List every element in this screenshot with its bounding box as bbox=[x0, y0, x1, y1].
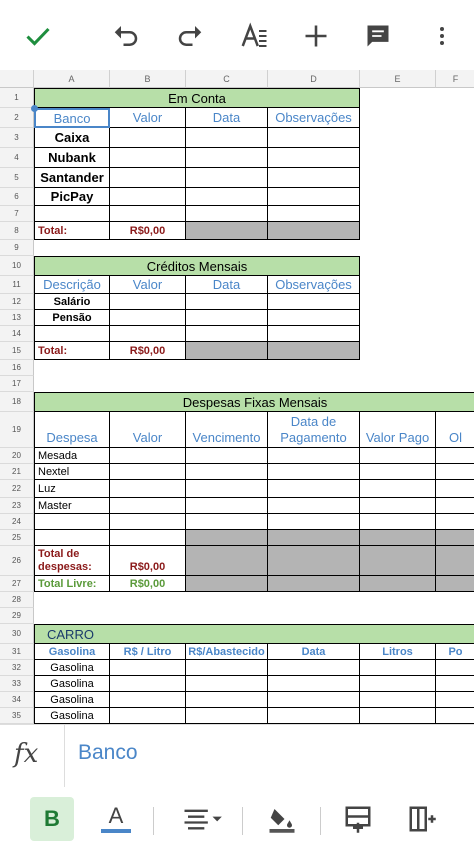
row-header[interactable]: 14 bbox=[0, 326, 34, 342]
credit-item-salario[interactable]: Salário bbox=[34, 294, 110, 310]
comment-icon[interactable] bbox=[358, 16, 398, 56]
top-toolbar bbox=[0, 0, 474, 70]
cell[interactable] bbox=[110, 498, 186, 514]
cell[interactable] bbox=[268, 128, 360, 148]
text-format-icon[interactable] bbox=[234, 16, 274, 56]
row-header[interactable]: 28 bbox=[0, 592, 34, 608]
cell[interactable] bbox=[436, 660, 474, 676]
header-valor[interactable]: Valor bbox=[110, 276, 186, 294]
header-observacoes-partial[interactable]: Ol bbox=[436, 412, 474, 448]
column-header-b[interactable]: B bbox=[110, 70, 186, 88]
cell[interactable] bbox=[360, 514, 436, 530]
row-header[interactable]: 5 bbox=[0, 168, 34, 188]
more-vert-icon[interactable] bbox=[422, 16, 462, 56]
cell[interactable] bbox=[110, 294, 186, 310]
text-color-icon[interactable] bbox=[94, 797, 138, 841]
expense-item-master[interactable]: Master bbox=[34, 498, 110, 514]
bottom-format-toolbar bbox=[0, 787, 474, 850]
header-litros[interactable]: Litros bbox=[360, 644, 436, 660]
creditos-total-value[interactable]: R$0,00 bbox=[110, 342, 186, 360]
text-color-swatch bbox=[101, 829, 131, 833]
insert-row-icon[interactable] bbox=[336, 797, 380, 841]
cell[interactable] bbox=[268, 480, 360, 498]
row-header[interactable]: 6 bbox=[0, 188, 34, 206]
cell[interactable] bbox=[186, 546, 268, 576]
redo-icon[interactable] bbox=[170, 16, 210, 56]
divider bbox=[64, 725, 65, 787]
cell[interactable] bbox=[186, 708, 268, 724]
row-header[interactable]: 15 bbox=[0, 342, 34, 360]
despesas-total-label[interactable]: Total de despesas: bbox=[34, 546, 110, 576]
cell[interactable] bbox=[268, 498, 360, 514]
divider bbox=[242, 807, 243, 835]
cell[interactable] bbox=[436, 448, 474, 464]
header-descricao[interactable]: Descrição bbox=[34, 276, 110, 294]
column-header-c[interactable]: C bbox=[186, 70, 268, 88]
cell[interactable] bbox=[360, 480, 436, 498]
cell[interactable] bbox=[186, 222, 268, 240]
bank-cell-picpay[interactable]: PicPay bbox=[34, 188, 110, 206]
add-icon[interactable] bbox=[296, 16, 336, 56]
cell[interactable] bbox=[268, 530, 360, 546]
carro-item[interactable]: Gasolina bbox=[34, 708, 110, 724]
cell[interactable] bbox=[360, 708, 436, 724]
total-livre-label[interactable]: Total Livre: bbox=[34, 576, 110, 592]
carro-item[interactable]: Gasolina bbox=[34, 692, 110, 708]
credit-item-pensao[interactable]: Pensão bbox=[34, 310, 110, 326]
cell[interactable] bbox=[110, 310, 186, 326]
row-header[interactable]: 34 bbox=[0, 692, 34, 708]
cell[interactable] bbox=[360, 660, 436, 676]
spreadsheet-grid[interactable] bbox=[0, 70, 474, 724]
bank-cell-caixa[interactable]: Caixa bbox=[34, 128, 110, 148]
cell[interactable] bbox=[186, 294, 268, 310]
row-header[interactable]: 7 bbox=[0, 206, 34, 222]
row-header[interactable]: 10 bbox=[0, 256, 34, 276]
cell[interactable] bbox=[360, 692, 436, 708]
cell[interactable] bbox=[110, 188, 186, 206]
header-observacoes[interactable]: Observações bbox=[268, 276, 360, 294]
cell[interactable] bbox=[34, 530, 110, 546]
column-header-f[interactable]: F bbox=[436, 70, 474, 88]
row-header[interactable]: 24 bbox=[0, 514, 34, 530]
formula-bar bbox=[0, 724, 474, 788]
em-conta-total-value[interactable]: R$0,00 bbox=[110, 222, 186, 240]
cell[interactable] bbox=[268, 206, 360, 222]
cell[interactable] bbox=[436, 576, 474, 592]
row-header[interactable]: 17 bbox=[0, 376, 34, 392]
header-observacoes[interactable]: Observações bbox=[268, 108, 360, 128]
cell[interactable] bbox=[110, 660, 186, 676]
undo-icon[interactable] bbox=[106, 16, 146, 56]
cell[interactable] bbox=[436, 546, 474, 576]
header-data[interactable]: Data bbox=[186, 276, 268, 294]
cell[interactable] bbox=[110, 530, 186, 546]
cell[interactable] bbox=[110, 708, 186, 724]
cell[interactable] bbox=[34, 206, 110, 222]
cell[interactable] bbox=[186, 310, 268, 326]
cell[interactable] bbox=[34, 326, 110, 342]
cell[interactable] bbox=[110, 514, 186, 530]
cell[interactable] bbox=[268, 294, 360, 310]
row-header[interactable]: 32 bbox=[0, 660, 34, 676]
carro-item[interactable]: Gasolina bbox=[34, 676, 110, 692]
em-conta-title[interactable]: Em Conta bbox=[34, 88, 360, 108]
header-rs-litro[interactable]: R$ / Litro bbox=[110, 644, 186, 660]
row-header[interactable]: 4 bbox=[0, 148, 34, 168]
cell[interactable] bbox=[186, 342, 268, 360]
select-all-corner[interactable] bbox=[0, 70, 34, 88]
header-partial[interactable]: Po bbox=[436, 644, 474, 660]
row-header[interactable]: 3 bbox=[0, 128, 34, 148]
cell[interactable] bbox=[436, 708, 474, 724]
cell[interactable] bbox=[186, 692, 268, 708]
cell[interactable] bbox=[436, 692, 474, 708]
cell[interactable] bbox=[110, 148, 186, 168]
cell[interactable] bbox=[110, 448, 186, 464]
cell[interactable] bbox=[360, 676, 436, 692]
column-header-d[interactable]: D bbox=[268, 70, 360, 88]
cell[interactable] bbox=[110, 326, 186, 342]
cell[interactable] bbox=[268, 448, 360, 464]
cell[interactable] bbox=[268, 326, 360, 342]
creditos-title[interactable]: Créditos Mensais bbox=[34, 256, 360, 276]
bold-label: B bbox=[44, 806, 60, 831]
row-header[interactable]: 16 bbox=[0, 360, 34, 376]
row-header[interactable]: 8 bbox=[0, 222, 34, 240]
cell[interactable] bbox=[186, 188, 268, 206]
row-header[interactable]: 27 bbox=[0, 576, 34, 592]
cell[interactable] bbox=[110, 676, 186, 692]
header-rs-abastecido[interactable]: R$/Abastecido bbox=[186, 644, 268, 660]
cell[interactable] bbox=[360, 576, 436, 592]
cell[interactable] bbox=[268, 342, 360, 360]
cell[interactable] bbox=[268, 660, 360, 676]
cell[interactable] bbox=[110, 128, 186, 148]
align-icon[interactable] bbox=[176, 797, 228, 841]
cell[interactable] bbox=[268, 692, 360, 708]
expense-item-nextel[interactable]: Nextel bbox=[34, 464, 110, 480]
cell[interactable] bbox=[110, 206, 186, 222]
header-data-pagamento[interactable]: Data de Pagamento bbox=[268, 412, 360, 448]
divider bbox=[153, 807, 154, 835]
row-header[interactable]: 30 bbox=[0, 624, 34, 644]
cell[interactable] bbox=[186, 464, 268, 480]
carro-item[interactable]: Gasolina bbox=[34, 660, 110, 676]
creditos-total-label[interactable]: Total: bbox=[34, 342, 110, 360]
expense-item-luz[interactable]: Luz bbox=[34, 480, 110, 498]
divider bbox=[320, 807, 321, 835]
em-conta-total-label[interactable]: Total: bbox=[34, 222, 110, 240]
header-banco-selected[interactable]: Banco bbox=[34, 108, 110, 128]
row-header[interactable]: 18 bbox=[0, 392, 34, 412]
cell[interactable] bbox=[360, 498, 436, 514]
selection-handle[interactable] bbox=[31, 105, 38, 112]
cell[interactable] bbox=[268, 546, 360, 576]
cell[interactable] bbox=[268, 222, 360, 240]
header-data[interactable]: Data bbox=[186, 108, 268, 128]
cell[interactable] bbox=[268, 168, 360, 188]
cell[interactable] bbox=[268, 188, 360, 206]
row-header[interactable]: 25 bbox=[0, 530, 34, 546]
fill-color-icon[interactable] bbox=[260, 797, 304, 841]
header-gasolina[interactable]: Gasolina bbox=[34, 644, 110, 660]
cell[interactable] bbox=[436, 676, 474, 692]
cell[interactable] bbox=[186, 448, 268, 464]
function-icon[interactable]: fx bbox=[14, 739, 39, 769]
cell[interactable] bbox=[268, 576, 360, 592]
cell[interactable] bbox=[360, 530, 436, 546]
row-header[interactable]: 26 bbox=[0, 546, 34, 576]
cell[interactable] bbox=[436, 464, 474, 480]
header-valor-pago[interactable]: Valor Pago bbox=[360, 412, 436, 448]
column-header-e[interactable]: E bbox=[360, 70, 436, 88]
cell[interactable] bbox=[268, 676, 360, 692]
header-valor[interactable]: Valor bbox=[110, 412, 186, 448]
expense-item-mesada[interactable]: Mesada bbox=[34, 448, 110, 464]
row-header[interactable]: 31 bbox=[0, 644, 34, 660]
text-color-label: A bbox=[108, 803, 124, 828]
insert-column-icon[interactable] bbox=[400, 797, 444, 841]
row-header[interactable]: 23 bbox=[0, 498, 34, 514]
cell[interactable] bbox=[186, 480, 268, 498]
cell[interactable] bbox=[186, 530, 268, 546]
cell[interactable] bbox=[268, 464, 360, 480]
header-data[interactable]: Data bbox=[268, 644, 360, 660]
cell[interactable] bbox=[186, 498, 268, 514]
cell[interactable] bbox=[186, 168, 268, 188]
check-icon[interactable] bbox=[18, 16, 58, 56]
row-header[interactable]: 12 bbox=[0, 294, 34, 310]
cell[interactable] bbox=[186, 148, 268, 168]
cell[interactable] bbox=[436, 530, 474, 546]
row-header[interactable]: 33 bbox=[0, 676, 34, 692]
cell[interactable] bbox=[186, 676, 268, 692]
bank-cell-santander[interactable]: Santander bbox=[34, 168, 110, 188]
cell[interactable] bbox=[110, 692, 186, 708]
cell[interactable] bbox=[34, 514, 110, 530]
cell[interactable] bbox=[110, 464, 186, 480]
cell[interactable] bbox=[268, 148, 360, 168]
cell[interactable] bbox=[186, 128, 268, 148]
despesas-title[interactable]: Despesas Fixas Mensais bbox=[34, 392, 474, 412]
row-header[interactable]: 35 bbox=[0, 708, 34, 724]
row-header[interactable]: 2 bbox=[0, 108, 34, 128]
cell[interactable] bbox=[360, 448, 436, 464]
cell[interactable] bbox=[268, 514, 360, 530]
row-header[interactable]: 20 bbox=[0, 448, 34, 464]
bold-icon[interactable] bbox=[30, 797, 74, 841]
row-header[interactable]: 19 bbox=[0, 412, 34, 448]
cell[interactable] bbox=[186, 206, 268, 222]
cell[interactable] bbox=[436, 514, 474, 530]
cell[interactable] bbox=[186, 514, 268, 530]
cell[interactable] bbox=[186, 576, 268, 592]
total-livre-value[interactable]: R$0,00 bbox=[110, 576, 186, 592]
cell[interactable] bbox=[186, 326, 268, 342]
cell[interactable] bbox=[436, 480, 474, 498]
column-header-a[interactable]: A bbox=[34, 70, 110, 88]
cell[interactable] bbox=[110, 480, 186, 498]
formula-input[interactable]: Banco bbox=[78, 741, 138, 764]
row-header[interactable]: 1 bbox=[0, 88, 34, 108]
cell[interactable] bbox=[268, 708, 360, 724]
header-valor[interactable]: Valor bbox=[110, 108, 186, 128]
row-header[interactable]: 13 bbox=[0, 310, 34, 326]
despesas-total-value[interactable]: R$0,00 bbox=[110, 546, 186, 576]
row-header[interactable]: 9 bbox=[0, 240, 34, 256]
cell[interactable] bbox=[268, 310, 360, 326]
row-header[interactable]: 21 bbox=[0, 464, 34, 480]
cell[interactable] bbox=[110, 168, 186, 188]
header-despesa[interactable]: Despesa bbox=[34, 412, 110, 448]
cell[interactable] bbox=[186, 660, 268, 676]
row-header[interactable]: 29 bbox=[0, 608, 34, 624]
cell[interactable] bbox=[436, 498, 474, 514]
cell[interactable] bbox=[360, 546, 436, 576]
cell[interactable] bbox=[360, 464, 436, 480]
bank-cell-nubank[interactable]: Nubank bbox=[34, 148, 110, 168]
header-vencimento[interactable]: Vencimento bbox=[186, 412, 268, 448]
row-header[interactable]: 22 bbox=[0, 480, 34, 498]
carro-title[interactable]: CARRO bbox=[34, 624, 474, 644]
row-header[interactable]: 11 bbox=[0, 276, 34, 294]
